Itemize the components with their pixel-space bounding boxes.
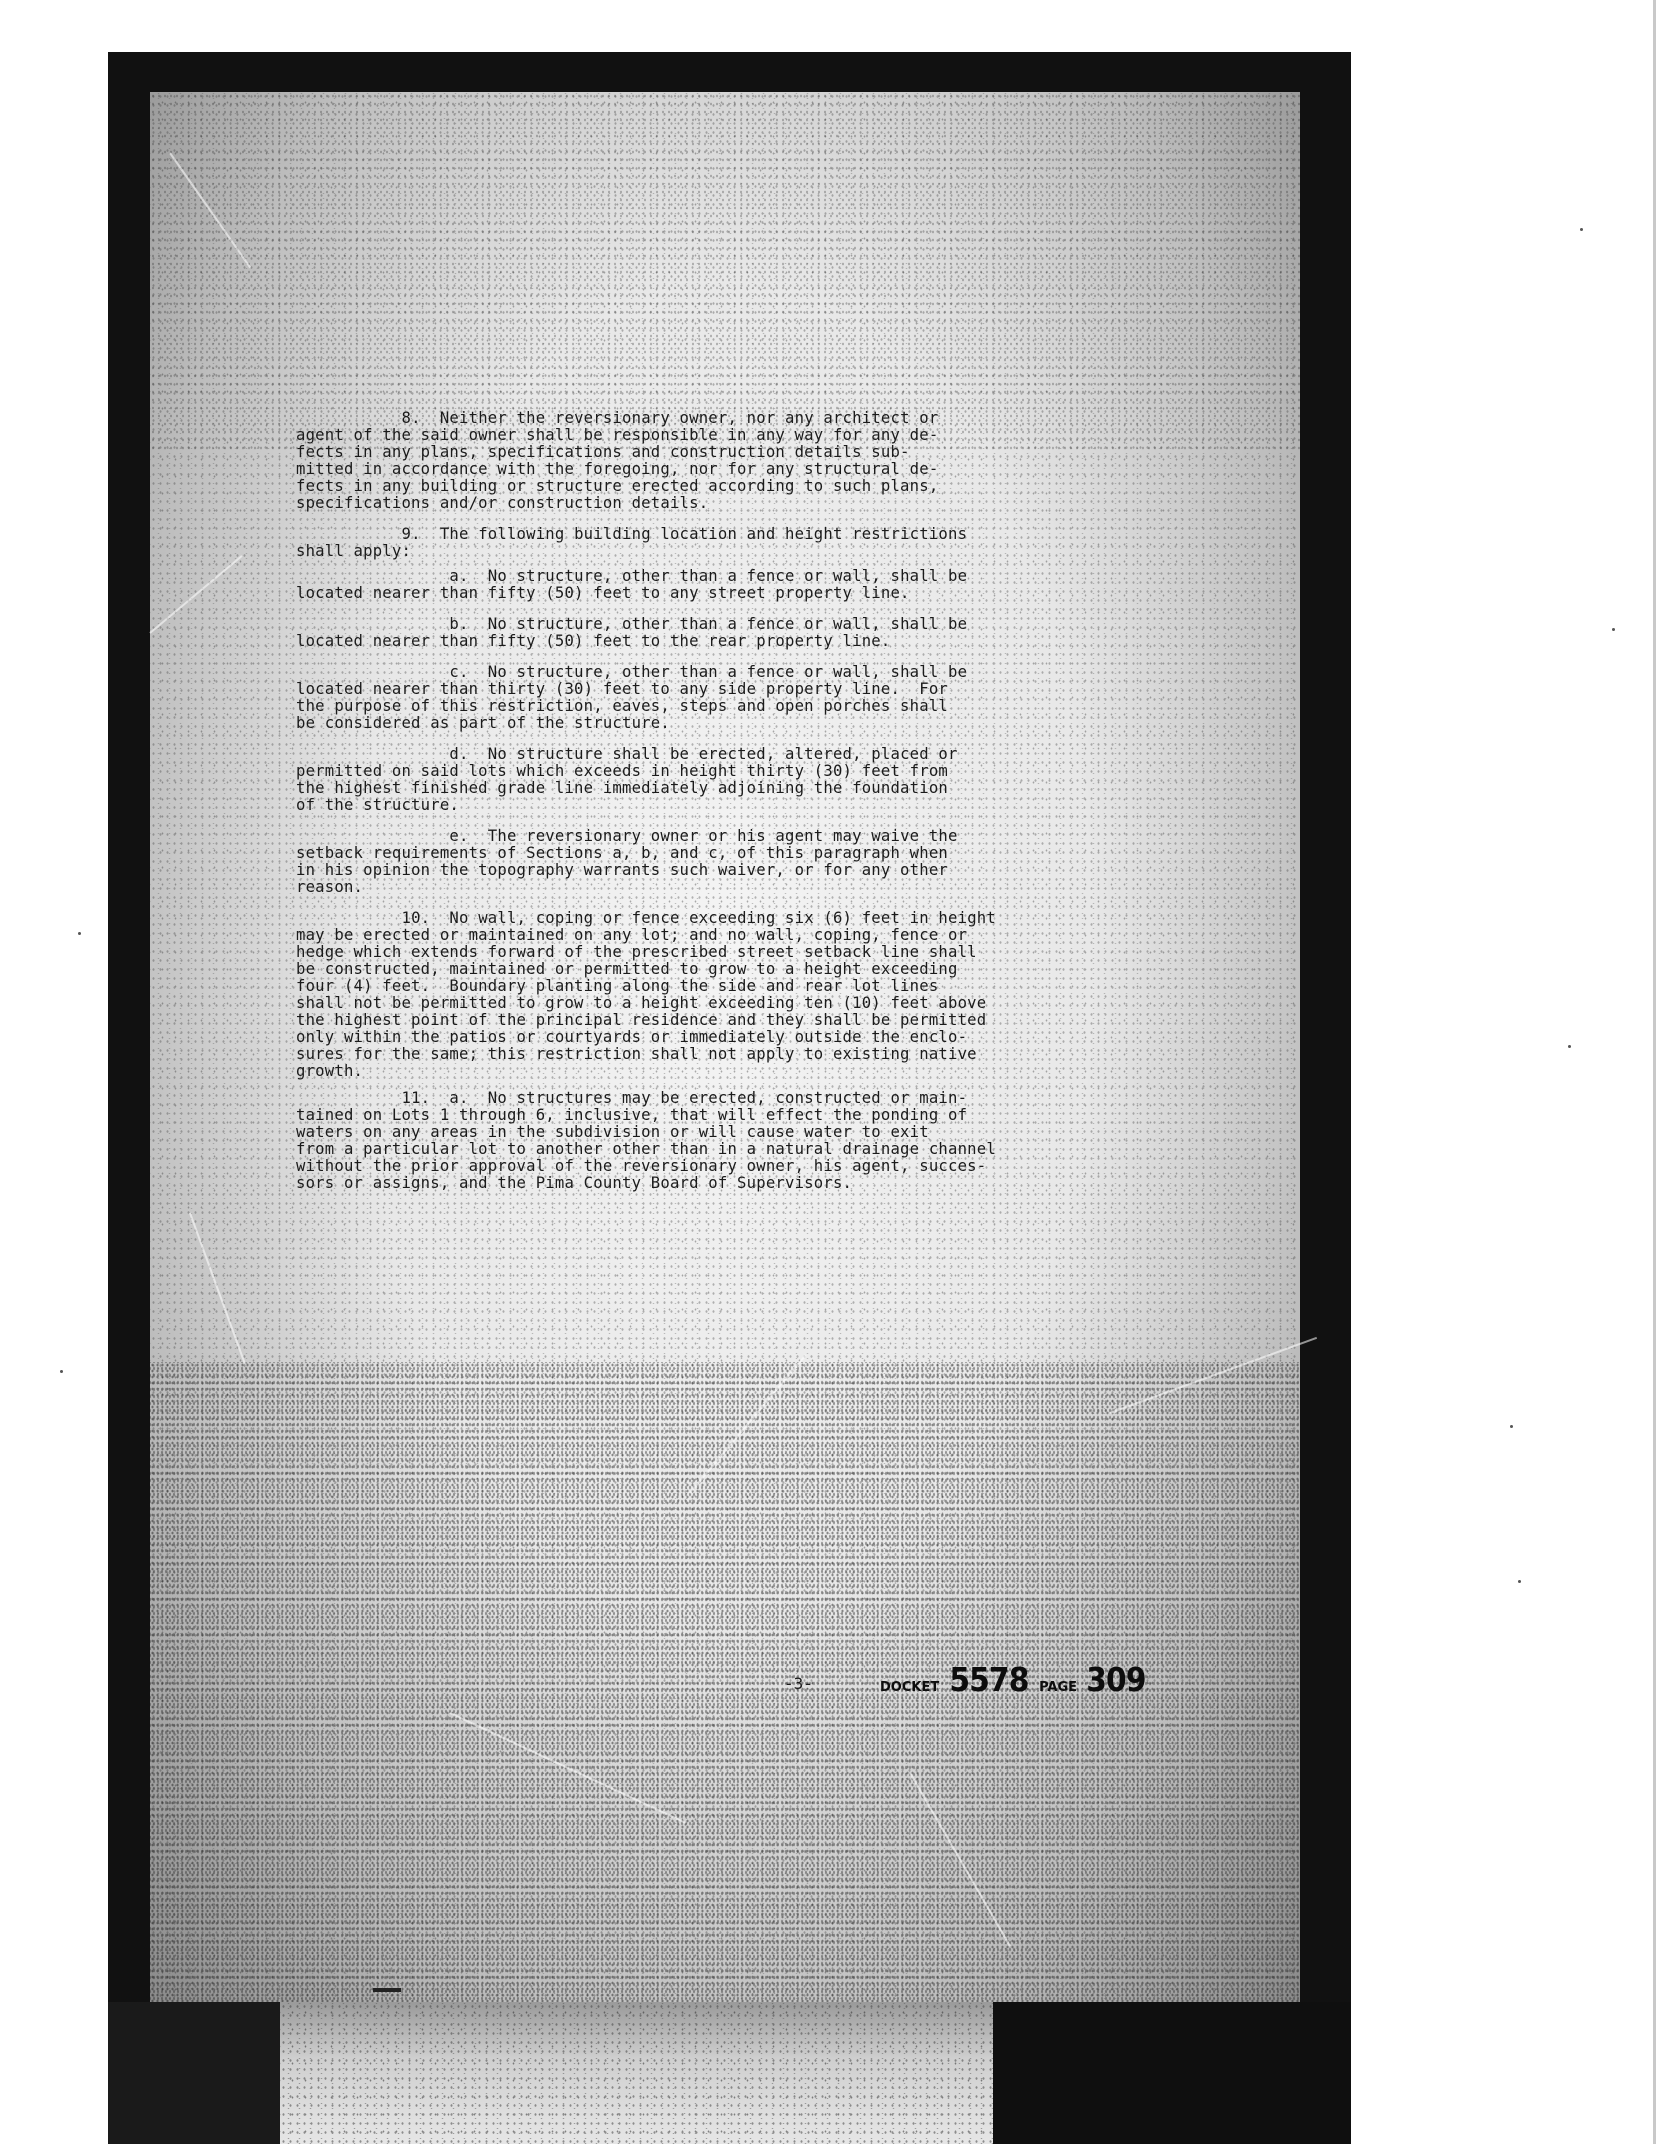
- paragraph-10: 10. No wall, coping or fence exceeding six (6) feet in height may be erected or maintained on any lot; and no wall, coping, fence or hedge which extends forward of the prescribed street setback line shall be constructed, maintained or permitted to grow to a height exceeding four (4) feet. Boundary planting along the side and rear lot lines shall not be permitted to grow to a height exceeding ten (10) feet above the highest point of the principal residence and they shall be permitted only within the patios or courtyards or immediately outside the enclo- sures for the same; this restriction shall not apply to existing native growth.: [296, 909, 996, 1080]
- paragraph-8: 8. Neither the reversionary owner, nor any architect or agent of the said owner shall be responsible in any way for any de- fects in any plans, specifications and construction details sub- mitted in accordance with the foregoing, nor for any structural de- fects in any building or structure erected according to such plans, specifications and/or construction details.: [296, 409, 939, 512]
- page-number: -3-: [784, 1674, 813, 1693]
- paragraph-9: 9. The following building location and height restrictions shall apply:: [296, 525, 968, 560]
- paragraph-9d: d. No structure shall be erected, altered, placed or permitted on said lots which exceeds in height thirty (30) feet from the highest finished grade line immediately adjoining the foundation of the structure.: [296, 745, 958, 814]
- dash-mark: [373, 1988, 401, 1992]
- scanned-page: [108, 52, 1351, 2144]
- right-edge-rule: [1653, 0, 1656, 2144]
- stamp-page-label: PAGE: [1039, 1680, 1078, 1695]
- paragraph-9b: b. No structure, other than a fence or wall, shall be located nearer than fifty (50) feet to the rear property line.: [296, 615, 968, 650]
- stray-dot: [1580, 228, 1583, 231]
- stray-dot: [1518, 1580, 1521, 1583]
- stray-dot: [60, 1370, 63, 1373]
- paragraph-9e: e. The reversionary owner or his agent may waive the setback requirements of Sections a, b, and c, of this paragraph when in his opinion the topography warrants such waiver, or for any other reason.: [296, 827, 958, 896]
- document-body: [296, 410, 1006, 1192]
- paragraph-9a: a. No structure, other than a fence or wall, shall be located nearer than fifty (50) feet to any street property line.: [296, 567, 968, 602]
- stamp-book-label: DOCKET: [880, 1680, 940, 1695]
- paragraph-11: 11. a. No structures may be erected, constructed or main- tained on Lots 1 through 6, inclusive, that will effect the ponding of waters on any areas in the subdivision or will cause water to exit from a particular lot to another other than in a natural drainage channel without the prior approval of the reversionary owner, his agent, succes- sors or assigns, and the Pima County Board of Supervisors.: [296, 1089, 996, 1192]
- stray-dot: [1568, 1045, 1571, 1048]
- noise-overlay: [280, 2002, 1088, 2144]
- recording-stamp: [880, 1660, 1149, 1699]
- stray-dot: [1612, 628, 1615, 631]
- page-surface: [150, 92, 1300, 2002]
- scan-edge-bottom-center: [280, 2002, 1088, 2144]
- stamp-page-number: 309: [1086, 1660, 1146, 1699]
- paragraph-9c: c. No structure, other than a fence or wall, shall be located nearer than thirty (30) feet to any side property line. For the purpose of this restriction, eaves, steps and open porches shall be considered as part of the structure.: [296, 663, 968, 732]
- scan-edge-bottom-left: [108, 2002, 280, 2144]
- stray-dot: [1510, 1425, 1513, 1428]
- stamp-book-number: 5578: [949, 1660, 1029, 1699]
- stray-dot: [78, 932, 81, 935]
- scan-edge-bottom-right: [993, 2002, 1351, 2144]
